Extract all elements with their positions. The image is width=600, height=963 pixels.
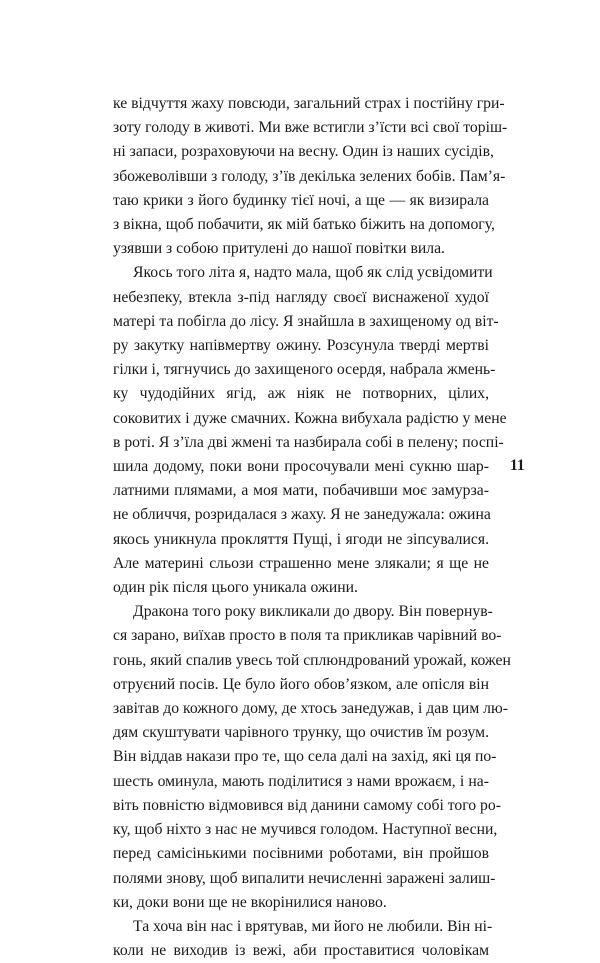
text-line: шесть оминула, мають поділитися з нами врожаєм, і на- [113, 772, 489, 790]
text-line: з вікна, щоб побачити, як мій батько біжить на допомогу, [113, 216, 495, 234]
text-line: небезпеку, втекла з-під нагляду своєї виснаженої худої [113, 288, 489, 306]
text-line: Він віддав накази про те, що села далі на захід, які ця по- [113, 748, 497, 766]
text-line: якось уникнула прокляття Пущі, і ягоди не зіпсувалися. [113, 530, 489, 548]
text-line: таю крики з його будинку тієї ночі, а ще — як визирала [113, 191, 489, 209]
text-line: матері та побігла до лісу. Я знайшла в захищеному од віт- [113, 312, 499, 330]
text-line: перед самісінькими посівними роботами, він пройшов [113, 845, 489, 863]
text-line: шила додому, поки вони просочували мені сукню шар- [113, 458, 489, 476]
text-line: коли не виходив із вежі, аби проставитися чоловікам [113, 942, 489, 960]
paragraph-1 [113, 92, 508, 261]
text-line: Якось того літа я, надто мала, щоб як слід усвідомити [133, 264, 493, 282]
text-line: отруєний посів. Це було його обов’язком, але опісля він [113, 675, 489, 693]
text-line: збожеволівши з голоду, з’їв декілька зелених бобів. Пам’я- [113, 167, 506, 185]
text-line: дям скуштувати чарівного трунку, що очистив їм розум. [113, 724, 489, 742]
text-line: полями знову, щоб випалити нечисленні заражені залиш- [113, 869, 496, 887]
text-line: один рік після цього уникала ожини. [113, 579, 358, 597]
text-line: латними плямами, а моя мати, побачивши моє замурза- [113, 482, 489, 500]
text-line: ке відчуття жаху повсюди, загальний страх і постійну гри- [113, 95, 505, 112]
text-line: ки, доки вони ще не вкорінилися наново. [113, 893, 387, 911]
text-line: віть повністю відмовився від данини самому собі того ро- [113, 796, 501, 814]
text-line: Та хоча він нас і врятував, ми його не любили. Він ні- [133, 917, 493, 935]
text-line: не обличчя, розридалася з жаху. Я не занедужала: ожина [113, 506, 491, 524]
text-line: ку чудодійних ягід, аж ніяк не потворних, цілих, [113, 385, 489, 403]
text-line: соковитих і дуже смачних. Кожна вибухала радістю у мене [113, 409, 507, 427]
text-line: узявши з собою притулені до нашої повітки вила. [113, 240, 445, 258]
paragraph-2 [113, 261, 507, 600]
text-line: Дракона того року викликали до двору. Він повернув- [133, 603, 493, 621]
paragraph-4 [113, 915, 493, 963]
text-line: Але материні сльози страшенно мене злякали; я ще не [113, 554, 489, 572]
text-line: ку, щоб ніхто з нас не мучився голодом. Наступної весни, [113, 821, 498, 839]
body-text [113, 92, 511, 963]
page-number: 11 [510, 457, 525, 474]
text-line: ся зарано, виїхав просто в поля та прикликав чарівний во- [113, 627, 502, 645]
text-line: ні запаси, розраховуючи на весну. Один із наших сусідів, [113, 143, 494, 161]
paragraph-3 [113, 600, 511, 915]
text-line: гонь, який спалив увесь той сплюндрований урожай, кожен [113, 651, 511, 669]
text-line: в роті. Я з’їла дві жмені та назбирала собі в пелену; поспі- [113, 433, 504, 451]
text-line: зоту голоду в животі. Ми вже встигли з’їсти всі свої торіш- [113, 119, 508, 137]
text-line: завітав до кожного дому, де хтось занедужав, і дав цим лю- [113, 700, 508, 718]
text-line: ру закутку напівмертву ожину. Розсунула тверді мертві [113, 337, 489, 355]
text-line: гілки і, тягнучись до захищеного осердя, набрала жмень- [113, 361, 496, 379]
